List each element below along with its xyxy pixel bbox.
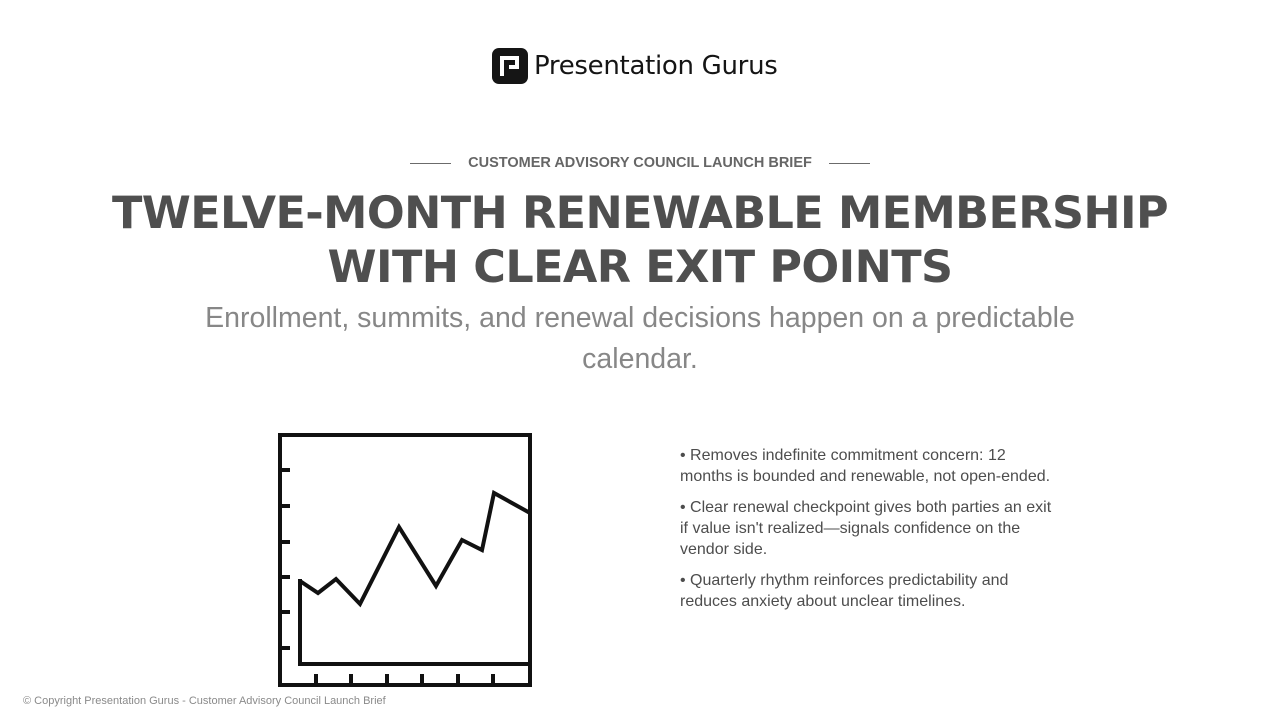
bullet-item-2: • Clear renewal checkpoint gives both parties an exit if value isn't realized—signals confidence on the vendor side. — [680, 499, 1052, 558]
bullet-item-1: • Removes indefinite commitment concern: 12 months is bounded and renewable, not open-ended. — [680, 447, 1051, 485]
presentation-gurus-logo-icon — [492, 48, 528, 84]
copyright-footer: © Copyright Presentation Gurus - Customer Advisory Council Launch Brief — [23, 695, 386, 707]
brand-logo — [492, 47, 778, 85]
slide-subtitle: Enrollment, summits, and renewal decisions happen on a predictable calendar. — [205, 302, 1075, 375]
eyebrow-label: CUSTOMER ADVISORY COUNCIL LAUNCH BRIEF — [468, 155, 812, 171]
eyebrow-divider-left — [410, 163, 451, 164]
line-chart-icon — [276, 431, 534, 689]
bullet-list — [680, 445, 1060, 622]
bullet-item-3: • Quarterly rhythm reinforces predictability and reduces anxiety about unclear timelines. — [680, 572, 1009, 610]
slide-title: TWELVE-MONTH RENEWABLE MEMBERSHIP WITH CLEAR EXIT POINTS — [111, 188, 1169, 293]
brand-name: Presentation Gurus — [534, 51, 778, 81]
eyebrow-divider-right — [829, 163, 870, 164]
eyebrow — [0, 152, 1280, 174]
